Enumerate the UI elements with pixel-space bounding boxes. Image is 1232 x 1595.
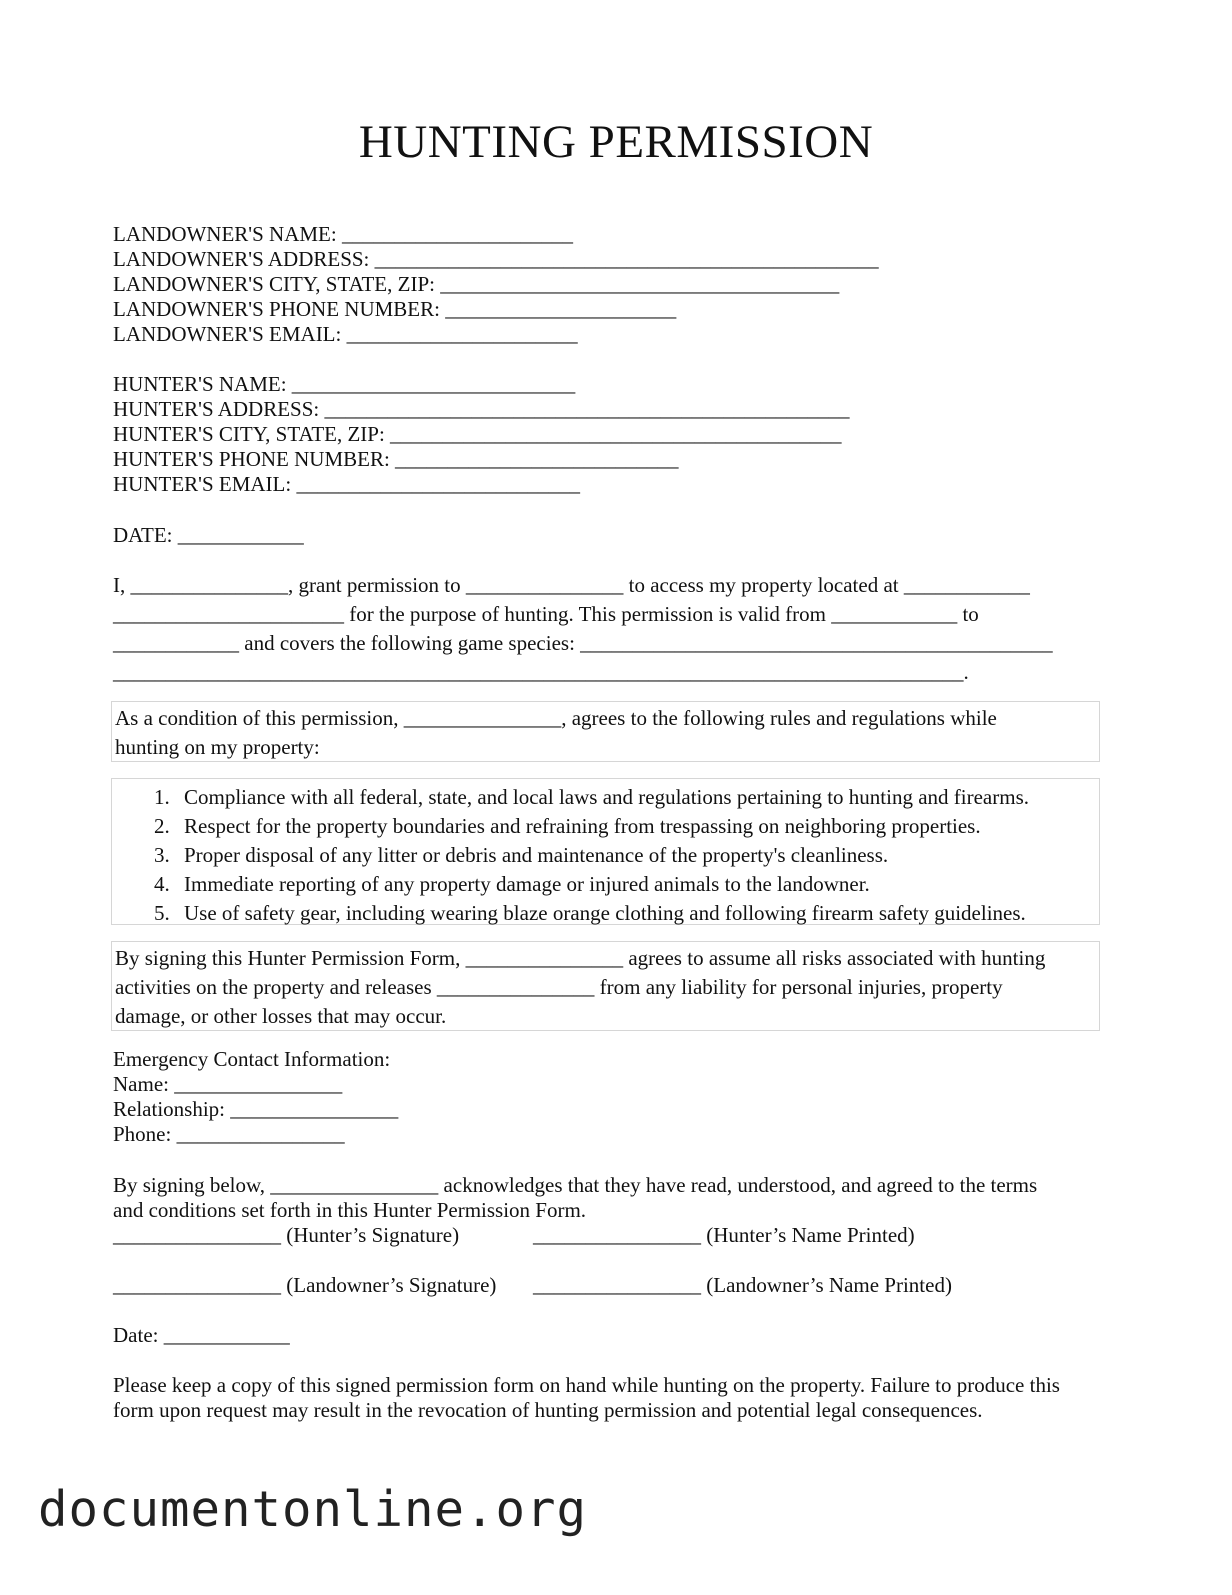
hunter-email-field[interactable]: HUNTER'S EMAIL: ___________________________	[113, 472, 580, 496]
rule-text: Proper disposal of any litter or debris and maintenance of the property's cleanliness.	[184, 843, 889, 867]
grant-line-2: ______________________ for the purpose of hunting. This permission is valid from ____________ to	[113, 602, 979, 626]
hunter-phone-field[interactable]: HUNTER'S PHONE NUMBER: ___________________________	[113, 447, 679, 471]
rule-number: 2.	[154, 814, 170, 838]
condition-line-1: As a condition of this permission, _______________, agrees to the following rules and regulations while	[115, 706, 997, 730]
emergency-phone-field[interactable]: Phone: ________________	[113, 1122, 345, 1146]
acknowledge-line-1: By signing below, ________________ acknowledges that they have read, understood, and agreed to the terms	[113, 1173, 1038, 1197]
rule-item	[112, 870, 1029, 899]
acknowledge-line-2: and conditions set forth in this Hunter Permission Form.	[113, 1198, 587, 1222]
rule-item	[112, 783, 1029, 812]
rule-text: Immediate reporting of any property damage or injured animals to the landowner.	[184, 872, 870, 896]
hunter-address-field[interactable]: HUNTER'S ADDRESS: __________________________________________________	[113, 397, 850, 421]
emergency-name-field[interactable]: Name: ________________	[113, 1072, 343, 1096]
site-watermark: documentonline.org	[38, 1481, 588, 1538]
landowner-name-field[interactable]: LANDOWNER'S NAME: ______________________	[113, 222, 573, 246]
rule-text: Use of safety gear, including wearing blaze orange clothing and following firearm safety guidelines.	[184, 901, 1026, 925]
landowner-signature-field[interactable]: ________________ (Landowner’s Signature)	[113, 1273, 497, 1297]
landowner-email-field[interactable]: LANDOWNER'S EMAIL: ______________________	[113, 322, 578, 346]
rule-number: 5.	[154, 901, 170, 925]
hunter-name-field[interactable]: HUNTER'S NAME: ___________________________	[113, 372, 576, 396]
release-box	[111, 941, 1100, 1031]
rule-item	[112, 841, 1029, 870]
landowner-name-printed-field[interactable]: ________________ (Landowner’s Name Printed)	[533, 1273, 952, 1297]
landowner-address-field[interactable]: LANDOWNER'S ADDRESS: ________________________________________________	[113, 247, 879, 271]
hunter-name-printed-field[interactable]: ________________ (Hunter’s Name Printed)	[533, 1223, 915, 1247]
emergency-relationship-field[interactable]: Relationship: ________________	[113, 1097, 399, 1121]
grant-line-4: _________________________________________________________________________________.	[113, 660, 969, 684]
emergency-heading: Emergency Contact Information:	[113, 1047, 391, 1071]
date-field[interactable]: DATE: ____________	[113, 523, 304, 547]
condition-box	[111, 701, 1100, 762]
hunter-signature-field[interactable]: ________________ (Hunter’s Signature)	[113, 1223, 460, 1247]
date-bottom-field[interactable]: Date: ____________	[113, 1323, 290, 1347]
condition-line-2: hunting on my property:	[115, 735, 320, 759]
notice-line-1: Please keep a copy of this signed permission form on hand while hunting on the property. Failure to produce this	[113, 1373, 1060, 1397]
rule-text: Compliance with all federal, state, and local laws and regulations pertaining to hunting and firearms.	[184, 785, 1029, 809]
rule-number: 4.	[154, 872, 170, 896]
rule-number: 1.	[154, 785, 170, 809]
rules-box	[111, 778, 1100, 925]
hunter-city-field[interactable]: HUNTER'S CITY, STATE, ZIP: ___________________________________________	[113, 422, 842, 446]
landowner-city-field[interactable]: LANDOWNER'S CITY, STATE, ZIP: ______________________________________	[113, 272, 840, 296]
grant-line-1: I, _______________, grant permission to _______________ to access my property located at ____________	[113, 573, 1030, 597]
grant-line-3: ____________ and covers the following game species: _____________________________________________	[113, 631, 1053, 655]
notice-line-2: form upon request may result in the revocation of hunting permission and potential legal consequences.	[113, 1398, 983, 1422]
rule-text: Respect for the property boundaries and refraining from trespassing on neighboring properties.	[184, 814, 981, 838]
rule-item	[112, 812, 1029, 841]
rules-list	[112, 783, 1029, 928]
rule-item	[112, 899, 1029, 928]
release-line-2: activities on the property and releases _______________ from any liability for personal injuries, property	[115, 975, 1003, 999]
release-line-1: By signing this Hunter Permission Form, _______________ agrees to assume all risks associated with hunting	[115, 946, 1046, 970]
release-line-3: damage, or other losses that may occur.	[115, 1004, 447, 1028]
rule-number: 3.	[154, 843, 170, 867]
page-title: HUNTING PERMISSION	[358, 116, 874, 168]
landowner-phone-field[interactable]: LANDOWNER'S PHONE NUMBER: ______________________	[113, 297, 677, 321]
